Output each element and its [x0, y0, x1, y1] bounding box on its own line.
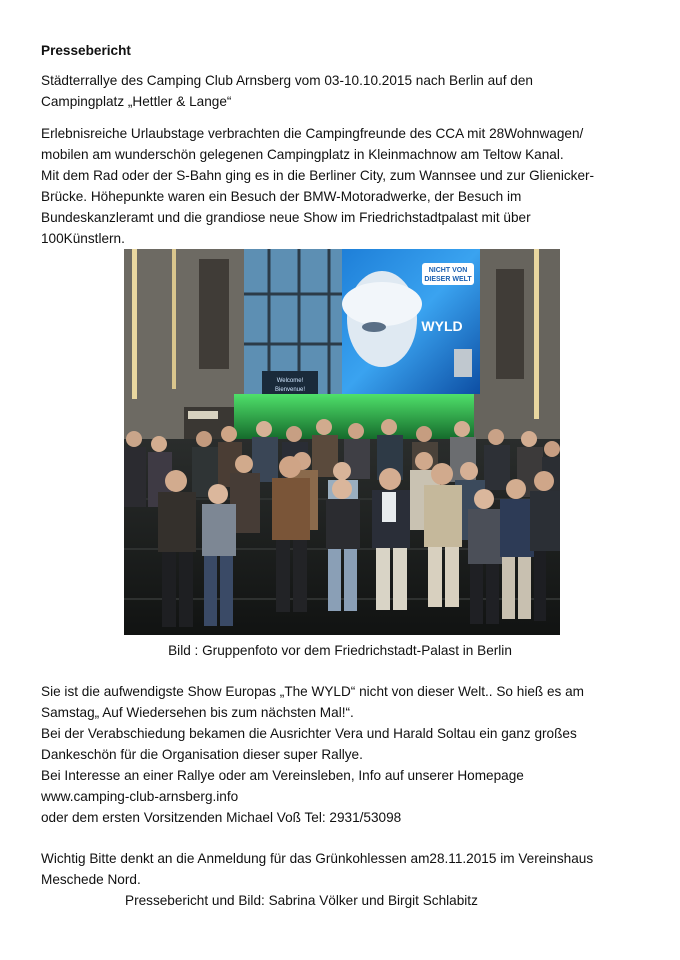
body-line: Dankeschön für die Organisation dieser super Rallye. [41, 747, 363, 762]
document-heading: Pressebericht [41, 43, 131, 58]
poster-badge-text: NICHT VON [428, 267, 468, 274]
body-line: Bei Interesse an einer Rallye oder am Vereinsleben, Info auf unserer Homepage [41, 768, 524, 783]
subtitle-line: Campingplatz „Hettler & Lange“ [41, 94, 232, 109]
intro-line: 100Künstlern. [41, 231, 125, 246]
intro-line: Mit dem Rad oder der S-Bahn ging es in die Berliner City, zum Wannsee und zur Glienicker- [41, 168, 595, 183]
entrance-sign-text: Bienvenue! [274, 387, 306, 393]
photo-caption: Bild : Gruppenfoto vor dem Friedrichstadt-Palast in Berlin [168, 643, 512, 658]
homepage-link[interactable]: www.camping-club-arnsberg.info [41, 789, 239, 804]
reminder-paragraph [41, 848, 646, 890]
poster-badge-text: DIESER WELT [424, 276, 472, 283]
group-photo [124, 249, 560, 635]
poster-title: WYLD [421, 318, 463, 334]
entrance-sign-text: Welcome! [276, 378, 304, 384]
subtitle-line: Städterrallye des Camping Club Arnsberg vom 03-10.10.2015 nach Berlin auf den [41, 73, 533, 88]
intro-line: Erlebnisreiche Urlaubstage verbrachten die Campingfreunde des CCA mit 28Wohnwagen/ [41, 126, 584, 141]
intro-line: mobilen am wunderschön gelegenen Campingplatz in Kleinmachnow am Teltow Kanal. [41, 147, 564, 162]
reminder-line: Meschede Nord. [41, 872, 141, 887]
credit-line: Pressebericht und Bild: Sabrina Völker und Birgit Schlabitz [125, 893, 478, 908]
body-line: Sie ist die aufwendigste Show Europas „The WYLD“ nicht von dieser Welt.. So hieß es am [41, 684, 584, 699]
body-line: Bei der Verabschiedung bekamen die Ausrichter Vera und Harald Soltau ein ganz großes [41, 726, 577, 741]
intro-paragraph [41, 123, 646, 249]
body-paragraph [41, 681, 646, 828]
reminder-line: Wichtig Bitte denkt an die Anmeldung für das Grünkohlessen am28.11.2015 im Vereinshaus [41, 851, 594, 866]
body-line: oder dem ersten Vorsitzenden Michael Voß Tel: 2931/53098 [41, 810, 402, 825]
document-subtitle [41, 70, 646, 112]
group-photo-illustration [124, 249, 560, 635]
body-line: Samstag„ Auf Wiedersehen bis zum nächsten Mal!“. [41, 705, 354, 720]
intro-line: Brücke. Höhepunkte waren ein Besuch der BMW-Motoradwerke, der Besuch im [41, 189, 522, 204]
intro-line: Bundeskanzleramt und die grandiose neue Show im Friedrichstadtpalast mit über [41, 210, 531, 225]
